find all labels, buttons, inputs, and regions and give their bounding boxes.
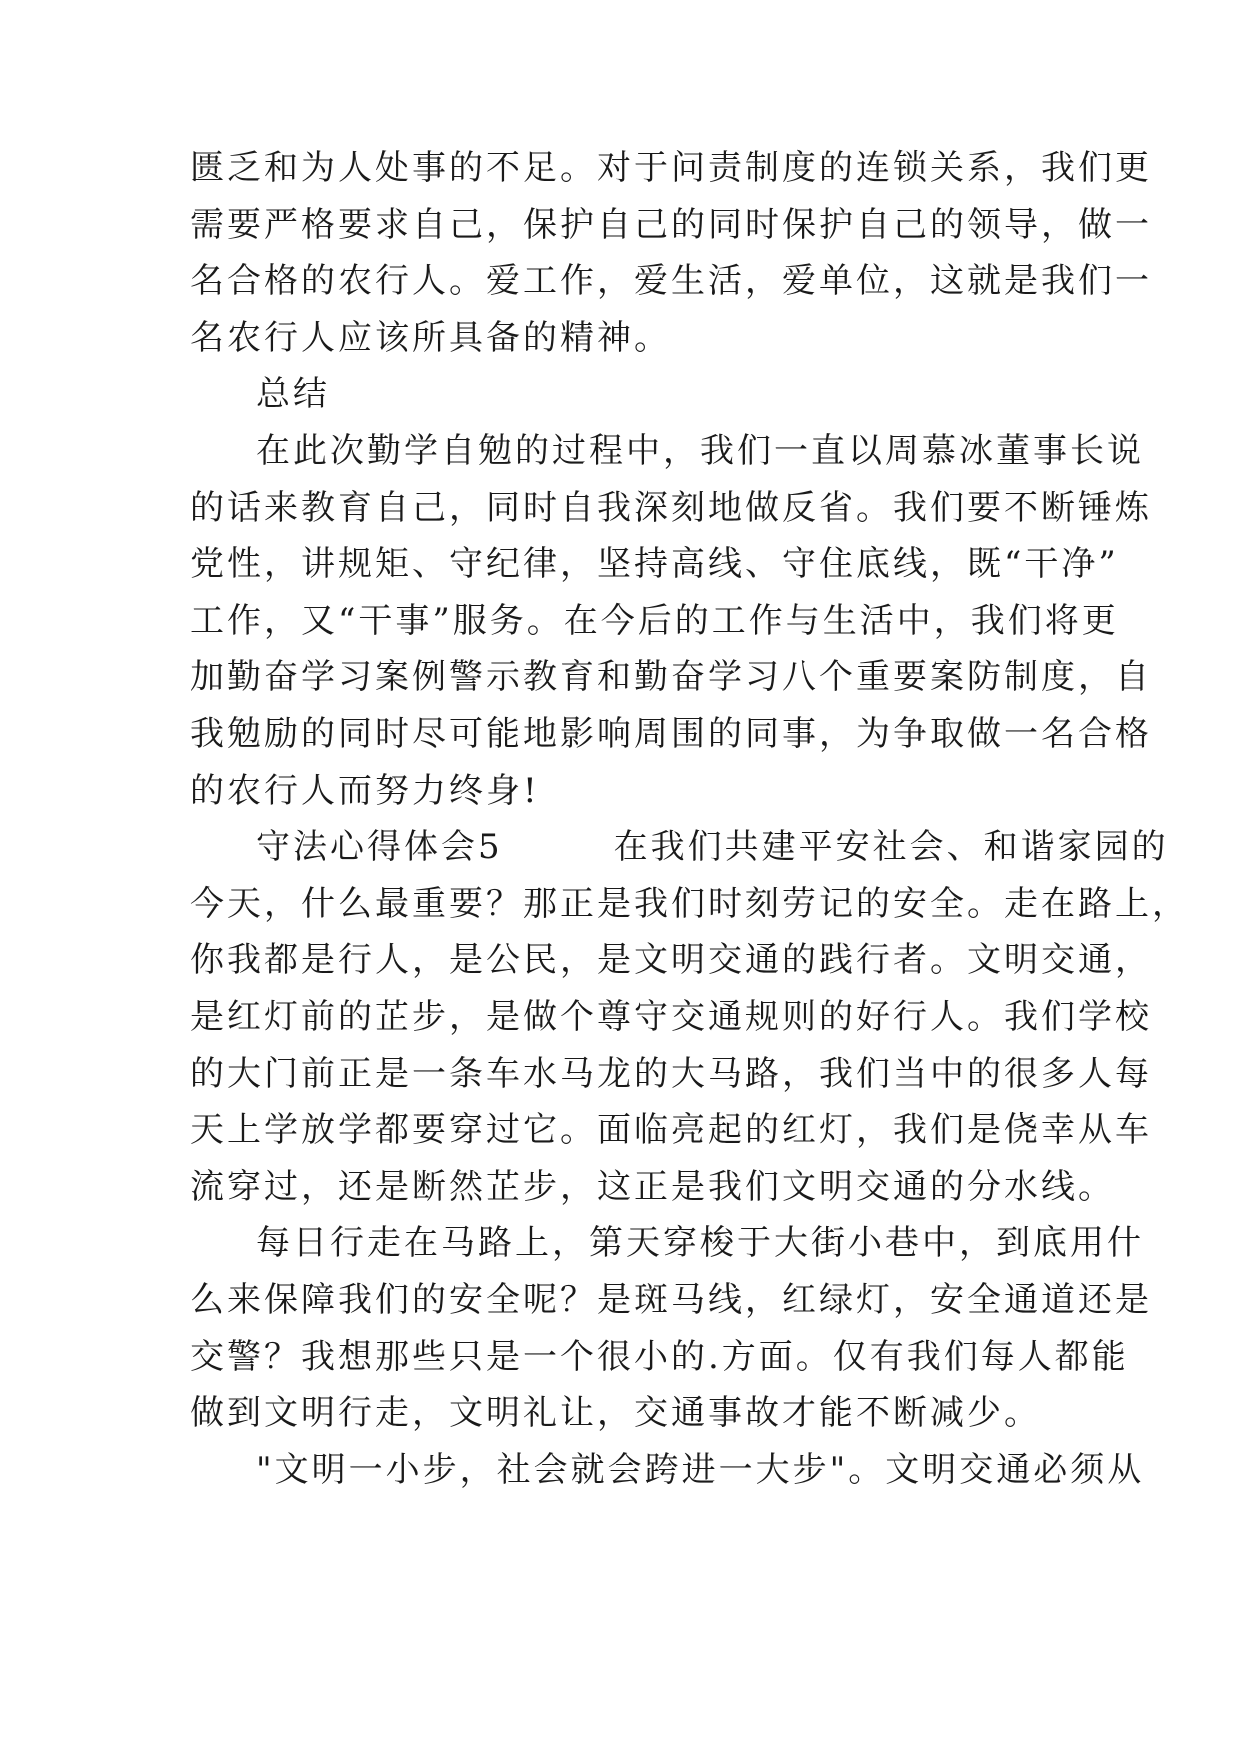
paragraph-line: 流穿过，还是断然芷步，这正是我们文明交通的分水线。 <box>190 1167 1115 1207</box>
paragraph-line: 需要严格要求自己，保护自己的同时保护自己的领导，做一 <box>190 205 1152 245</box>
paragraph-line: 么来保障我们的安全呢？是斑马线，红绿灯，安全通道还是 <box>190 1280 1152 1320</box>
paragraph-line: 名合格的农行人。爱工作，爱生活，爱单位，这就是我们一 <box>190 261 1152 301</box>
paragraph-line: 今天，什么最重要？那正是我们时刻劳记的安全。走在路上， <box>190 884 1189 924</box>
paragraph-line: 我勉励的同时尽可能地影响周围的同事，为争取做一名合格 <box>190 714 1152 754</box>
paragraph-line: 交警？我想那些只是一个很小的.方面。仅有我们每人都能 <box>190 1337 1129 1377</box>
paragraph-line: 名农行人应该所具备的精神。 <box>190 318 671 358</box>
paragraph-line: 加勤奋学习案例警示教育和勤奋学习八个重要案防制度，自 <box>190 657 1152 697</box>
paragraph-line: 的大门前正是一条车水马龙的大马路，我们当中的很多人每 <box>190 1054 1152 1094</box>
paragraph-line: 是红灯前的芷步，是做个尊守交通规则的好行人。我们学校 <box>190 997 1152 1037</box>
paragraph-line: 匮乏和为人处事的不足。对于问责制度的连锁关系，我们更 <box>190 148 1152 188</box>
paragraph-line: 天上学放学都要穿过它。面临亮起的红灯，我们是侥幸从车 <box>190 1110 1152 1150</box>
paragraph-line: 的话来教育自己，同时自我深刻地做反省。我们要不断锤炼 <box>190 488 1152 528</box>
paragraph-line: 你我都是行人，是公民，是文明交通的践行者。文明交通， <box>190 940 1152 980</box>
paragraph-line: "文明一小步，社会就会跨进一大步"。文明交通必须从 <box>256 1450 1145 1490</box>
paragraph-line: 每日行走在马路上，第天穿梭于大街小巷中，到底用什 <box>256 1223 1144 1263</box>
section-heading-line: 守法心得体会5 在我们共建平安社会、和谐家园的 <box>256 827 1169 867</box>
paragraph-line: 的农行人而努力终身! <box>190 771 540 811</box>
section-heading-summary: 总结 <box>256 374 330 414</box>
paragraph-line: 在此次勤学自勉的过程中，我们一直以周慕冰董事长说 <box>256 431 1144 471</box>
paragraph-line: 做到文明行走，文明礼让，交通事故才能不断减少。 <box>190 1393 1041 1433</box>
paragraph-line: 党性，讲规矩、守纪律，坚持高线、守住底线，既“干净” <box>190 544 1119 584</box>
paragraph-line: 工作，又“干事”服务。在今后的工作与生活中，我们将更 <box>190 601 1119 641</box>
